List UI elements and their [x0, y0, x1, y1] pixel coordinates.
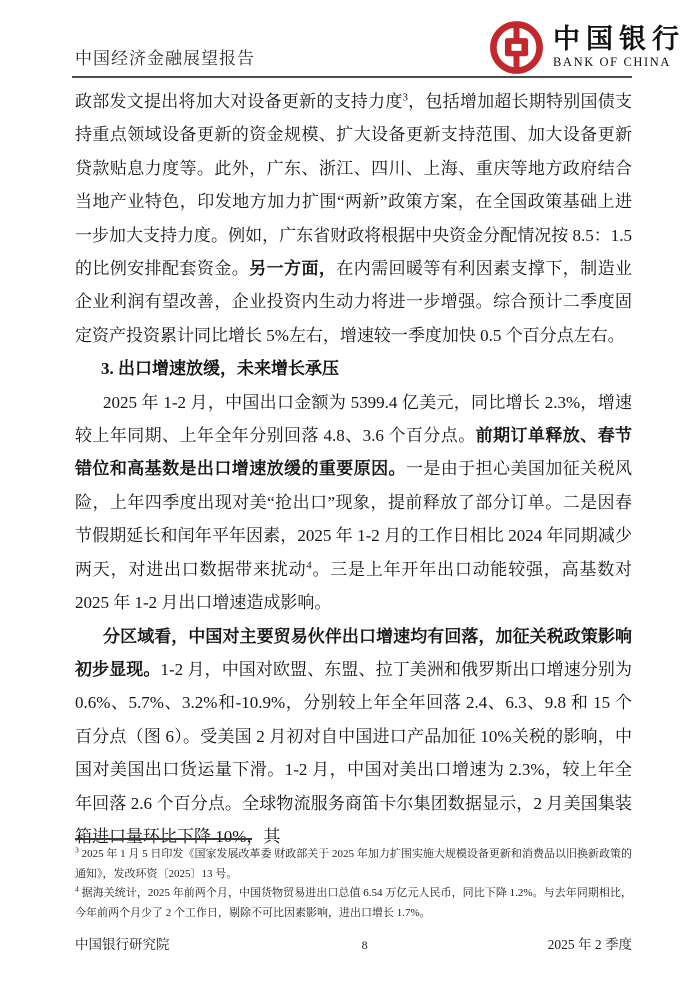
text-run: ，包括增加超长期特别国债支持重点领域设备更新的资金规模、扩大设备更新支持范围、加大设备更新贷款贴息力度等。此外，广东、浙江、四川、上海、重庆等地方政府结合当地产业特色，印发地方加力扩围“两新”政策方案，在全国政策基础上进一步加大支持力度。例如，广东省财政将根据中央资金分配情况按 8.5：1.5 的比例安排配套资金。 — [75, 92, 633, 279]
text-run: 。三是上年开年出口动能较强，高基数对 2025 年 1-2 月出口增速造成影响。 — [75, 559, 633, 613]
footnote-ref-4: 4 — [306, 560, 312, 572]
text-run: 一是由于担心美国加征关税风险，上年四季度出现对美“抢出口”现象，提前释放了部分订单。二是因春节假期延长和闰年平年因素，2025 年 1-2 月的工作日相比 2024 年同期减少两天，对进出口数据带来扰动 — [75, 459, 633, 579]
text-run: 政部发文提出将加大对设备更新的支持力度 — [75, 92, 403, 111]
text-run-bold: 前期订单释放、春节错位和高基数是出口增速放缓的重要原因。 — [75, 426, 633, 479]
footnote-ref-3: 3 — [402, 92, 408, 104]
bank-name-chinese: 中国银行 — [553, 23, 685, 54]
footnote-4-marker: 4 — [75, 884, 79, 894]
paragraph-investment-policy — [75, 85, 632, 352]
boc-coin-emblem-icon — [489, 20, 544, 75]
text-run: 在内需回暖等有利因素支撑下，制造业企业利润有望改善，企业投资内生动力将进一步增强。综合预计二季度固定资产投资累计同比增长 5%左右，增速较一季度加快 0.5 个百分点左右。 — [75, 259, 633, 345]
footnote-3 — [75, 845, 632, 884]
text-run-bold: 另一方面， — [249, 259, 337, 279]
footnote-4 — [75, 884, 632, 923]
text-run: 2025 年 1-2 月，中国出口金额为 5399.4 亿美元，同比增长 2.3%，增速较上年同期、上年全年分别回落 4.8、3.6 个百分点。 — [75, 392, 632, 446]
document-body — [75, 85, 632, 853]
text-run: 1-2 月，中国对欧盟、东盟、拉丁美洲和俄罗斯出口增速分别为 0.6%、5.7%、3.2%和-10.9%，分别较上年全年回落 2.4、6.3、9.8 和 15 个百分点（图 6）。受美国 2 月初对自中国进口产品加征 10%关税的影响，中国对美国出口货运量下滑。1-2 月，中国对美出口增速为 2.3%，较上年全年回落 2.6 个百分点。全球物流服务商笛卡尔集团数据显示，2 月美国集装箱进口量环比下降 10%，其 — [75, 659, 632, 846]
header-divider — [72, 76, 632, 78]
footer-page-number: 8 — [361, 938, 368, 952]
report-series-title: 中国经济金融展望报告 — [75, 49, 255, 68]
bank-name-english: BANK OF CHINA — [553, 55, 672, 70]
section-heading-export: 3. 出口增速放缓，未来增长承压 — [101, 359, 339, 379]
footnote-3-marker: 3 — [75, 845, 79, 855]
paragraph-export-regions — [75, 620, 632, 854]
footnotes-section — [75, 838, 632, 923]
page-footer — [75, 933, 632, 953]
paragraph-export-overview — [75, 386, 632, 620]
bank-name-block — [553, 25, 685, 70]
footnote-4-text: 据海关统计，2025 年前两个月，中国货物贸易进出口总值 6.54 万亿元人民币，同比下降 1.2%。与去年同期相比，今年前两个月少了 2 个工作日，剔除不可比因素影响，进出口增长 1.7%。 — [75, 887, 632, 919]
text-run-bold: 分区域看，中国对主要贸易伙伴出口增速均有回落，加征关税政策影响初步显现。 — [75, 626, 632, 679]
footer-issue: 2025 年 2 季度 — [547, 937, 632, 952]
footer-institute: 中国银行研究院 — [75, 937, 170, 952]
footnote-divider — [75, 838, 252, 840]
footnote-3-text: 2025 年 1 月 5 日印发《国家发展改革委 财政部关于 2025 年加力扩围实施大规模设备更新和消费品以旧换新政策的通知》，发改环资〔2025〕13 号。 — [75, 848, 633, 880]
bank-of-china-logo — [489, 20, 685, 75]
